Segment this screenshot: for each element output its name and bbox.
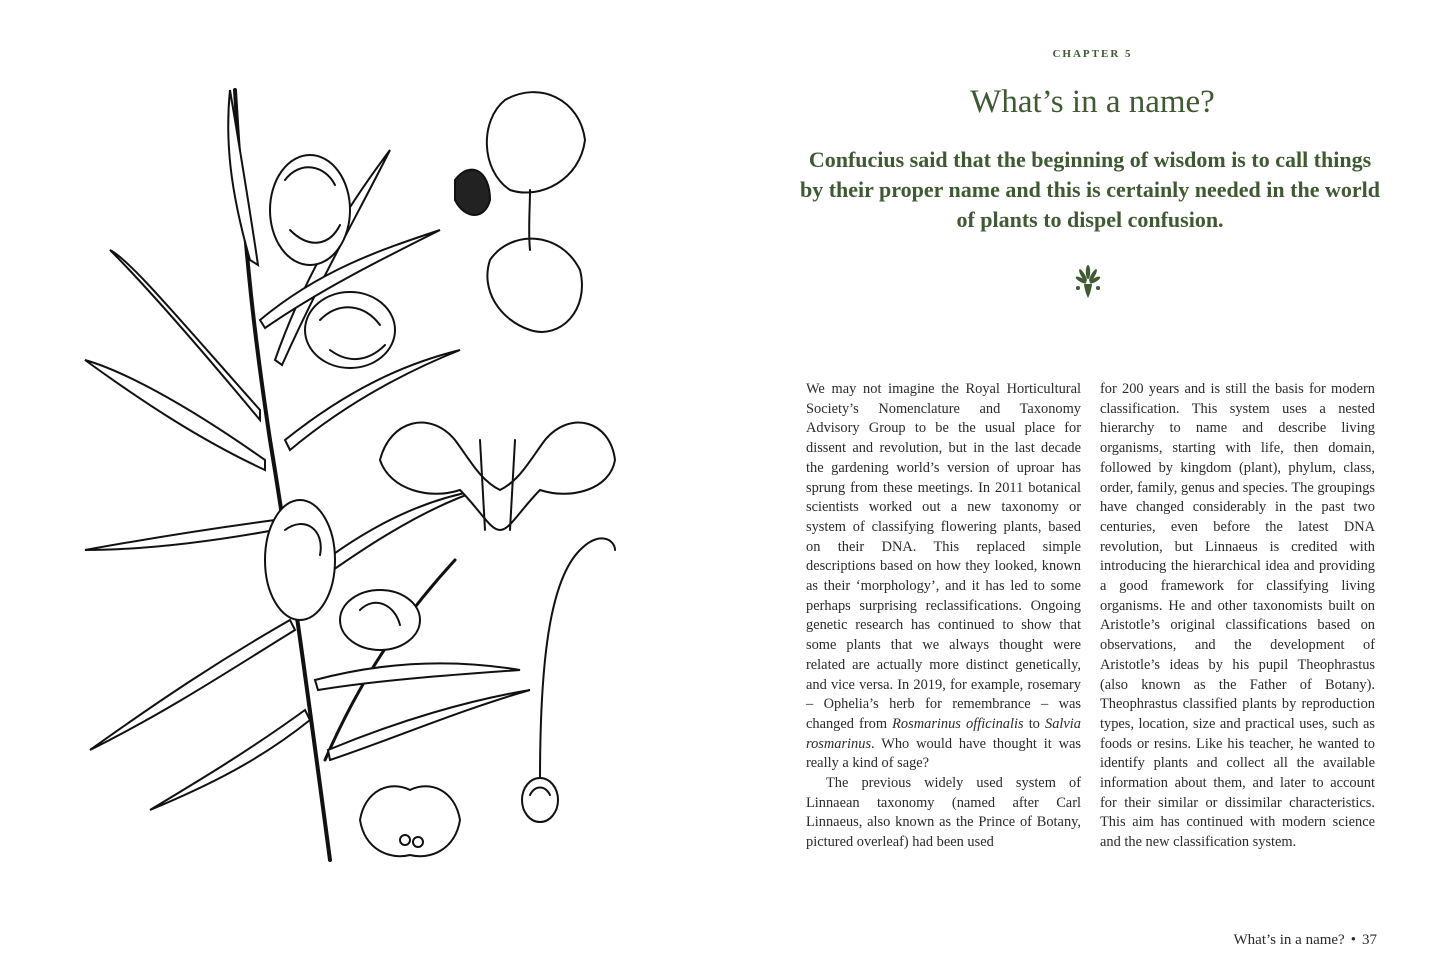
page-number: 37 (1362, 932, 1377, 948)
chapter-intro: Confucius said that the beginning of wisdom is to call things by their proper name and this is certainly needed in the world of plants to dispel confusion. (800, 147, 1380, 232)
chapter-label: CHAPTER 5 (1052, 48, 1133, 60)
body-paragraph: We may not imagine the Royal Horticultural Society’s Nomenclature and Taxonomy Advisory Group to be the usual place for dissent and revolution, but in the last decade the gardening world’s version of uproar has sprung from these meetings. In 2011 botanical scientists worked out a new taxonomy or system of classifying flowering plants, based on their DNA. This replaced simple descriptions based on how they looked, known as their ‘morphology’, and it has led to some perhaps surprising reclassifications. Ongoing genetic research has continued to show that some plants that we always thought were related are actually more distinct genetically, and vice versa. In 2019, for example, rosemary – Ophelia’s herb for remembrance – was changed from Rosmarinus officinalis to Salvia rosmarinus. Who would have thought it was really a kind of sage? (806, 381, 1081, 772)
running-title: What’s in a name? (1233, 932, 1345, 948)
body-column-2 (1100, 380, 1375, 853)
rosemary-illustration (60, 60, 660, 910)
body-column-1 (806, 380, 1081, 853)
body-paragraph: The previous widely used system of Linnaean taxonomy (named after Carl Linnaeus, also known as the Prince of Botany, pictured overleaf) had been used (806, 775, 1081, 851)
footer-separator: • (1350, 932, 1356, 948)
body-paragraph: for 200 years and is still the basis for modern classification. This system uses a nested hierarchy to name and describe living organisms, starting with life, then domain, followed by kingdom (plant), phylum, class, order, family, genus and species. The groupings have changed considerably in the past two centuries, even before the latest DNA revolution, but Linnaeus is credited with introducing the hierarchical idea and providing a good framework for classifying living organisms. He and other taxonomists built on Aristotle’s original classifications based on observations, and the development of Aristotle’s ideas by his pupil Theophrastus (also known as the Father of Botany). Theophrastus classified plants by reproduction types, location, size and practical uses, such as foods or resins. Like his teacher, he wanted to identify plants and collect all the available information about them, and later to account for their similar or dissimilar characteristics. This aim has continued with modern science and the new classification system. (1100, 381, 1375, 851)
chapter-title: What’s in a name? (970, 84, 1215, 120)
latin-name: Salvia rosmarinus (806, 715, 1081, 752)
page-footer (1234, 932, 1377, 949)
fan-leaf-ornament-icon (1068, 262, 1108, 302)
latin-name: Rosmarinus officinalis (892, 715, 1024, 732)
